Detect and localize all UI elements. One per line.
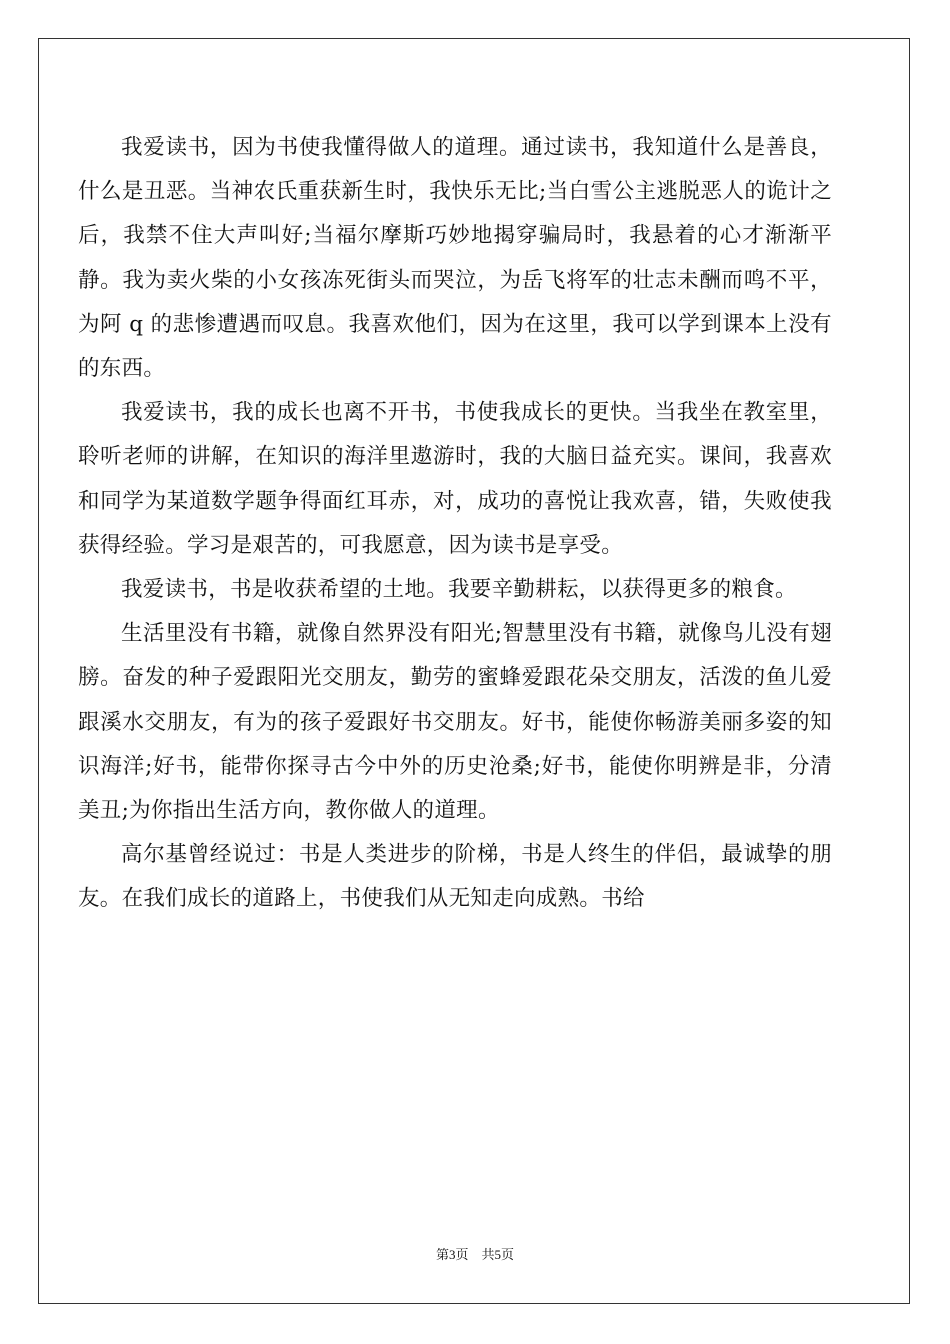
paragraph-2: 我爱读书，我的成长也离不开书，书使我成长的更快。当我坐在教室里，聆听老师的讲解，在知识的海洋里遨游时，我的大脑日益充实。课间，我喜欢和同学为某道数学题争得面红耳赤，对，成功的喜悦让我欢喜，错，失败使我获得经验。学习是艰苦的，可我愿意，因为读书是享受。 bbox=[78, 400, 832, 558]
paragraph-5: 高尔基曾经说过：书是人类进步的阶梯，书是人终生的伴侣，最诚挚的朋友。在我们成长的道路上，书使我们从无知走向成熟。书给 bbox=[78, 842, 832, 912]
paragraph-1: 我爱读书，因为书使我懂得做人的道理。通过读书，我知道什么是善良，什么是丑恶。当神农氏重获新生时，我快乐无比;当白雪公主逃脱恶人的诡计之后，我禁不住大声叫好;当福尔摩斯巧妙地揭穿骗局时，我悬着的心才渐渐平静。我为卖火柴的小女孩冻死街头而哭泣，为岳飞将军的壮志未酬而鸣不平，为阿 q 的悲惨遭遇而叹息。我喜欢他们，因为在这里，我可以学到课本上没有的东西。 bbox=[78, 135, 832, 382]
paragraph-3: 我爱读书，书是收获希望的土地。我要辛勤耕耘，以获得更多的粮食。 bbox=[121, 577, 797, 603]
document-body bbox=[78, 126, 832, 922]
page-number-footer: 第3页 共5页 bbox=[435, 1247, 514, 1262]
paragraph-4: 生活里没有书籍，就像自然界没有阳光;智慧里没有书籍，就像鸟儿没有翅膀。奋发的种子爱跟阳光交朋友，勤劳的蜜蜂爱跟花朵交朋友，活泼的鱼儿爱跟溪水交朋友，有为的孩子爱跟好书交朋友。好书，能使你畅游美丽多姿的知识海洋;好书，能带你探寻古今中外的历史沧桑;好书，能使你明辨是非，分清美丑;为你指出生活方向，教你做人的道理。 bbox=[78, 621, 832, 824]
